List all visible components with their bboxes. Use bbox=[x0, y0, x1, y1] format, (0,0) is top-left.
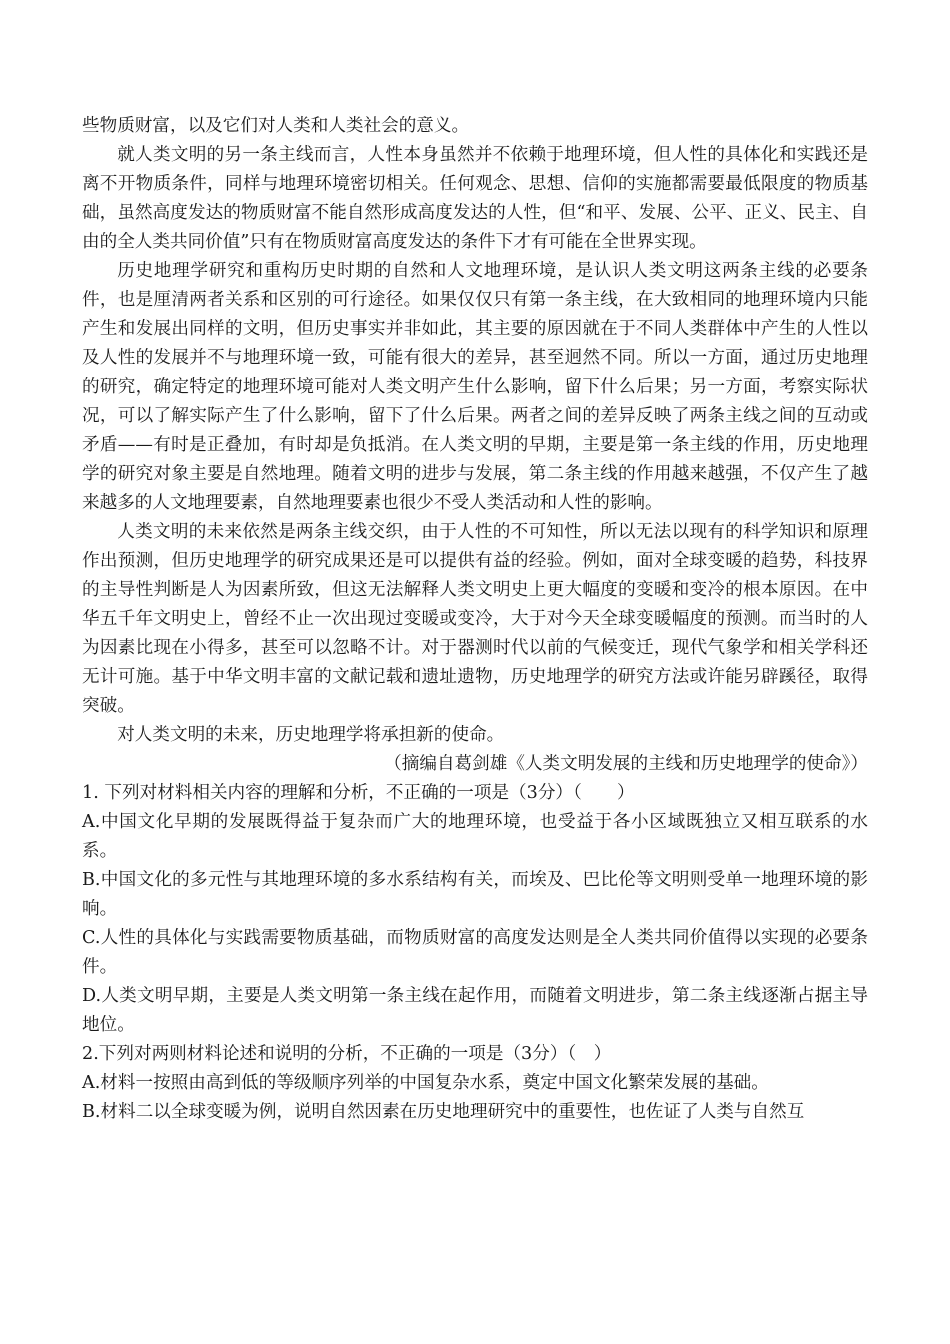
question-1 bbox=[82, 779, 868, 1040]
passage-paragraph-5: 对人类文明的未来，历史地理学将承担新的使命。 bbox=[117, 725, 505, 745]
document-page bbox=[82, 112, 868, 1127]
question-stem: 2.下列对两则材料论述和说明的分析，不正确的一项是（3分）（ ） bbox=[82, 1044, 612, 1064]
option-c: C.人性的具体化与实践需要物质基础，而物质财富的高度发达则是全人类共同价值得以实现的必要条件。 bbox=[82, 928, 868, 977]
passage-paragraph-4: 人类文明的未来依然是两条主线交织，由于人性的不可知性，所以无法以现有的科学知识和原理作出预测，但历史地理学的研究成果还是可以提供有益的经验。例如，面对全球变暖的趋势，科技界的主导性判断是人为因素所致，但这无法解释人类文明史上更大幅度的变暖和变冷的根本原因。在中华五千年文明史上，曾经不止一次出现过变暖或变冷，大于对今天全球变暖幅度的预测。而当时的人为因素比现在小得多，甚至可以忽略不计。对于器测时代以前的气候变迁，现代气象学和相关学科还无计可施。基于中华文明丰富的文献记载和遗址遗物，历史地理学的研究方法或许能另辟蹊径，取得突破。 bbox=[82, 522, 868, 716]
passage-source: （摘编自葛剑雄《人类文明发展的主线和历史地理学的使命》） bbox=[384, 754, 868, 774]
question-2 bbox=[82, 1040, 868, 1127]
option-b: B.中国文化的多元性与其地理环境的多水系结构有关，而埃及、巴比伦等文明则受单一地理环境的影响。 bbox=[82, 870, 868, 919]
option-b: B.材料二以全球变暖为例，说明自然因素在历史地理研究中的重要性，也佐证了人类与自然互 bbox=[82, 1102, 805, 1122]
option-a: A.中国文化早期的发展既得益于复杂而广大的地理环境，也受益于各小区域既独立又相互联系的水系。 bbox=[82, 812, 868, 861]
passage-paragraph-1-tail: 些物质财富，以及它们对人类和人类社会的意义。 bbox=[82, 116, 470, 136]
question-stem: 1. 下列对材料相关内容的理解和分析，不正确的一项是（3分）（ ） bbox=[82, 783, 635, 803]
passage-paragraph-2: 就人类文明的另一条主线而言，人性本身虽然并不依赖于地理环境，但人性的具体化和实践还是离不开物质条件，同样与地理环境密切相关。任何观念、思想、信仰的实施都需要最低限度的物质基础，虽然高度发达的物质财富不能自然形成高度发达的人性，但“和平、发展、公平、正义、民主、自由的全人类共同价值”只有在物质财富高度发达的条件下才有可能在全世界实现。 bbox=[82, 145, 868, 252]
option-d: D.人类文明早期，主要是人类文明第一条主线在起作用，而随着文明进步，第二条主线逐渐占据主导地位。 bbox=[82, 986, 868, 1035]
passage-paragraph-3: 历史地理学研究和重构历史时期的自然和人文地理环境，是认识人类文明这两条主线的必要条件，也是厘清两者关系和区别的可行途径。如果仅仅只有第一条主线，在大致相同的地理环境内只能产生和发展出同样的文明，但历史事实并非如此，其主要的原因就在于不同人类群体中产生的人性以及人性的发展并不与地理环境一致，可能有很大的差异，甚至迥然不同。所以一方面，通过历史地理的研究，确定特定的地理环境可能对人类文明产生什么影响，留下什么后果；另一方面，考察实际状况，可以了解实际产生了什么影响，留下了什么后果。两者之间的差异反映了两条主线之间的互动或矛盾——有时是正叠加，有时却是负抵消。在人类文明的早期，主要是第一条主线的作用，历史地理学的研究对象主要是自然地理。随着文明的进步与发展，第二条主线的作用越来越强，不仅产生了越来越多的人文地理要素，自然地理要素也很少不受人类活动和人性的影响。 bbox=[82, 261, 868, 513]
option-a: A.材料一按照由高到低的等级顺序列举的中国复杂水系，奠定中国文化繁荣发展的基础。 bbox=[82, 1073, 769, 1093]
